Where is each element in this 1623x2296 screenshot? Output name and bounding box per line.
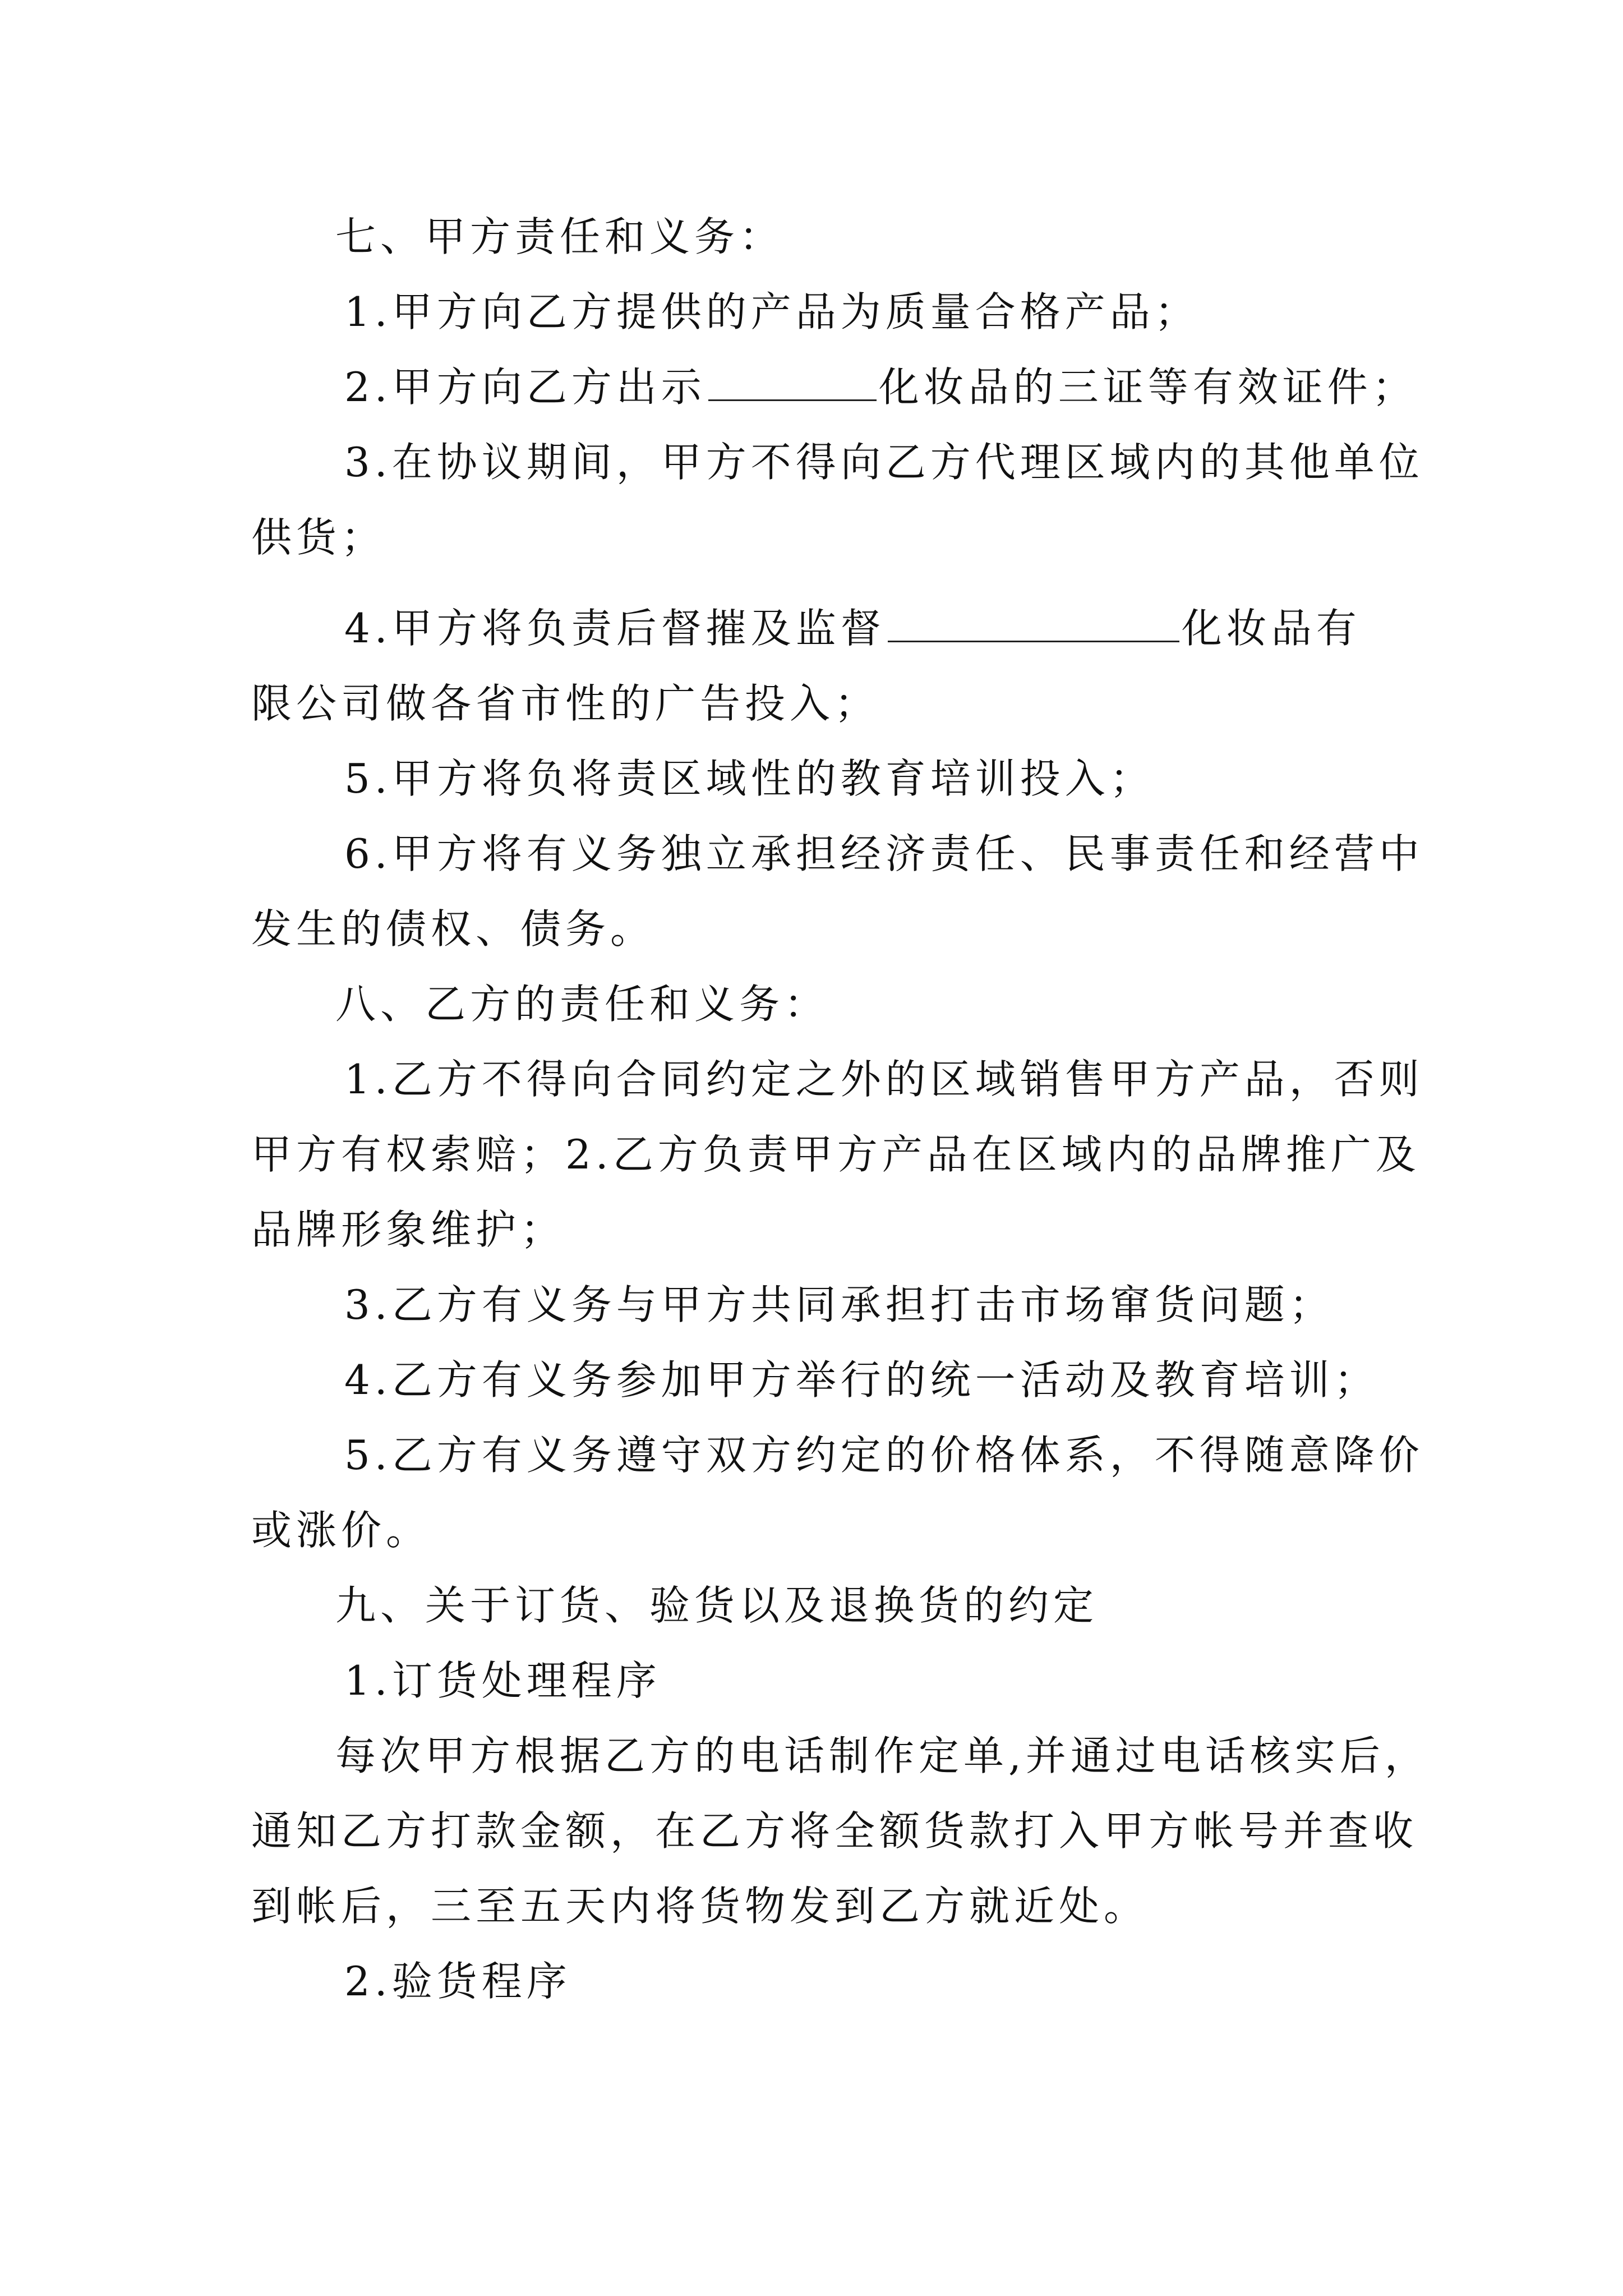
section-7-item-4-text-after: 化妆品有 (1181, 605, 1361, 652)
section-8-item-1-line-1: 1.乙方不得向合同约定之外的区域销售甲方产品，否则 (344, 1056, 1424, 1103)
section-7-item-1: 1.甲方向乙方提供的产品为质量合格产品； (344, 288, 1200, 335)
section-7-item-3-line-1: 3.在协议期间，甲方不得向乙方代理区域内的其他单位 (344, 439, 1424, 486)
section-7-item-6-line-2: 发生的债权、债务。 (251, 905, 656, 953)
section-7-item-4-line-1 (344, 600, 1361, 656)
section-9-subsection-2-title: 2.验货程序 (344, 1958, 571, 2005)
section-8-item-3: 3.乙方有义务与甲方共同承担打击市场窜货问题； (344, 1281, 1334, 1328)
section-9-subsection-1-line-3: 到帐后，三至五天内将货物发到乙方就近处。 (251, 1883, 1149, 1930)
section-8-item-5-line-2: 或涨价。 (251, 1507, 431, 1554)
section-7-item-4-text-before: 4.甲方将负责后督摧及监督 (344, 605, 886, 652)
section-9-subsection-1-line-1: 每次甲方根据乙方的电话制作定单,并通过电话核实后， (335, 1732, 1430, 1779)
section-7-item-6-line-1: 6.甲方将有义务独立承担经济责任、民事责任和经营中 (344, 830, 1424, 877)
section-8-item-5-line-1: 5.乙方有义务遵守双方约定的价格体系，不得随意降价 (344, 1432, 1424, 1479)
section-7-item-2-text-after: 化妆品的三证等有效证件； (878, 364, 1417, 411)
fill-in-blank (888, 601, 1179, 642)
section-9-heading: 九、关于订货、验货以及退换货的约定 (335, 1582, 1099, 1629)
section-7-item-3-line-2: 供货； (251, 514, 386, 561)
section-8-item-4: 4.乙方有义务参加甲方举行的统一活动及教育培训； (344, 1356, 1379, 1404)
section-9-subsection-1-line-2: 通知乙方打款金额，在乙方将全额货款打入甲方帐号并查收 (251, 1807, 1418, 1855)
section-7-item-2-text-before: 2.甲方向乙方出示 (344, 364, 706, 411)
section-7-item-2 (344, 359, 1417, 415)
section-7-item-4-line-2: 限公司做各省市性的广告投入； (251, 680, 880, 727)
section-8-item-1-line-2: 甲方有权索赔；2.乙方负责甲方产品在区域内的品牌推广及 (251, 1131, 1421, 1178)
section-8-heading: 八、乙方的责任和义务： (335, 981, 829, 1028)
section-7-heading: 七、甲方责任和义务： (335, 213, 785, 260)
section-7-item-5: 5.甲方将负将责区域性的教育培训投入； (344, 755, 1155, 802)
section-9-subsection-1-title: 1.订货处理程序 (344, 1657, 661, 1704)
section-8-item-1-line-3: 品牌形象维护； (251, 1206, 566, 1253)
fill-in-blank (708, 360, 877, 401)
